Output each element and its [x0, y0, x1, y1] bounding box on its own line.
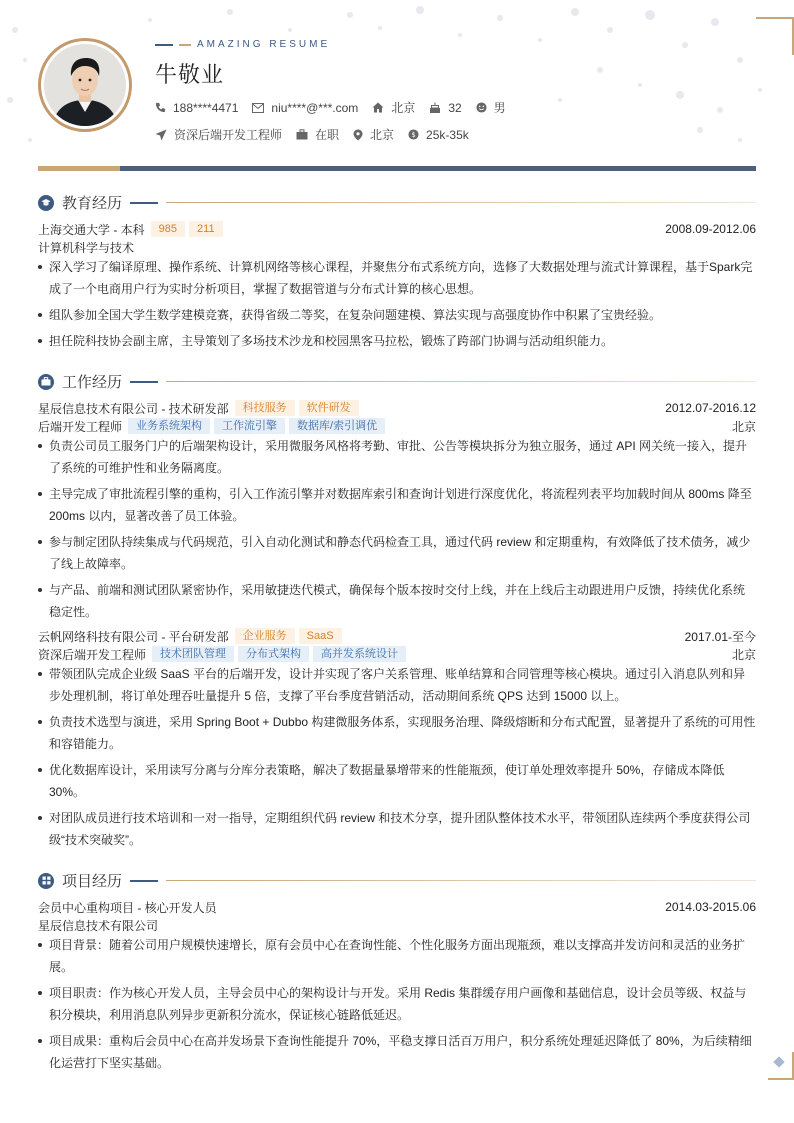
role-tag: 高并发系统设计: [313, 646, 406, 662]
smile-icon: [476, 102, 487, 113]
gender-text: 男: [493, 101, 506, 115]
company-tag: 科技服务: [235, 400, 295, 416]
job-bullet: 优化数据库设计，采用读写分离与分库分表策略，解决了数据量暴增带来的性能瓶颈，使订单处理效率提升 50%，存储成本降低 30%。: [38, 759, 756, 803]
corner-decoration-bottom: [768, 1052, 794, 1080]
work-title: 工作经历: [62, 374, 123, 391]
job-role: 后端开发工程师: [38, 419, 123, 434]
target-city-item: [353, 126, 394, 143]
contact-row: [155, 99, 520, 116]
target-city-text: 北京: [370, 128, 395, 142]
salary-item: [408, 128, 469, 142]
job-bullet: 与产品、前端和测试团队紧密协作，采用敏捷迭代模式，确保每个版本按时交付上线，并在上线后主动跟进用户反馈，持续优化系统稳定性。: [38, 579, 756, 623]
company-name: 云帆网络科技有限公司 - 平台研发部: [38, 629, 229, 644]
phone-text: 188****4471: [173, 100, 239, 115]
corner-decoration-top: [756, 17, 794, 55]
role-tag: 技术团队管理: [152, 646, 234, 662]
company-name: 星辰信息技术有限公司 - 技术研发部: [38, 401, 229, 416]
company-tag: 企业服务: [235, 628, 295, 644]
city-text: 北京: [391, 101, 416, 115]
send-icon: [155, 129, 167, 141]
job-location: 北京: [731, 647, 756, 662]
age-text: 32: [448, 100, 462, 115]
status-item: [296, 126, 339, 143]
svg-text:$: $: [411, 130, 416, 139]
job-bullet: 主导完成了审批流程引擎的重构，引入工作流引擎并对数据库索引和查询计划进行深度优化，将流程列表平均加载时间从 800ms 降至 200ms 以内，显著改善了员工体验。: [38, 483, 756, 527]
job-role-row: [38, 418, 756, 434]
cake-icon: [429, 102, 441, 114]
school-tag: 211: [189, 221, 223, 237]
tagline-text: AMAZING RESUME: [197, 39, 331, 50]
mail-icon: [252, 103, 264, 113]
city-item: [372, 99, 415, 116]
education-major: 计算机科学与技术: [38, 240, 135, 255]
email-text: niu****@***.com: [271, 100, 359, 115]
status-text: 在职: [315, 128, 340, 142]
project-section-header: [38, 870, 756, 891]
school-tag: 985: [151, 221, 185, 237]
grid-icon: [38, 873, 54, 889]
education-bullet: 组队参加全国大学生数学建模竞赛，获得省级二等奖，在复杂问题建模、算法实现与高强度协作中积累了宝贵经验。: [38, 304, 756, 326]
education-period: 2008.09-2012.06: [665, 222, 756, 236]
work-section-header: [38, 371, 756, 392]
job-company-row: [38, 400, 756, 416]
job-period: 2012.07-2016.12: [665, 401, 756, 415]
project-name: 会员中心重构项目 - 核心开发人员: [38, 900, 217, 915]
target-role-item: [155, 126, 282, 143]
job-bullet: 负责技术选型与演进，采用 Spring Boot + Dubbo 构建微服务体系，实现服务治理、降级熔断和分布式配置，显著提升了系统的可用性和容错能力。: [38, 711, 756, 755]
job-role: 资深后端开发工程师: [38, 647, 147, 662]
job-bullet: 带领团队完成企业级 SaaS 平台的后端开发，设计并实现了客户关系管理、账单结算和合同管理等核心模块。通过引入消息队列和异步处理机制，将订单处理吞吐量提升 5 倍，支撑了平台季度营销活动，活动期间系统 QPS 达到 15000 以上。: [38, 663, 756, 707]
job-location: 北京: [731, 419, 756, 434]
coin-icon: [408, 129, 419, 140]
project-company: 星辰信息技术有限公司: [38, 918, 159, 933]
project-bullet: 项目背景：随着公司用户规模快速增长，原有会员中心在查询性能、个性化服务方面出现瓶颈，难以支撑高并发访问和灵活的业务扩展。: [38, 934, 756, 978]
gender-item: [476, 99, 506, 116]
education-bullet: 担任院科技协会副主席，主导策划了多场技术沙龙和校园黑客马拉松，锻炼了跨部门协调与活动组织能力。: [38, 330, 756, 352]
project-company-row: [38, 917, 756, 933]
role-tag: 数据库/索引调优: [289, 418, 385, 434]
graduation-cap-icon: [38, 195, 54, 211]
company-tag: SaaS: [299, 628, 342, 644]
job-role-row: [38, 646, 756, 662]
salary-text: 25k-35k: [426, 127, 469, 142]
job-bullet: 负责公司员工服务门户的后端架构设计，采用微服务风格将考勤、审批、公告等模块拆分为独立服务，通过 API 网关统一接入，提升了系统的可维护性和业务隔离度。: [38, 435, 756, 479]
portrait-photo: [44, 44, 126, 126]
email-item: [252, 101, 358, 115]
role-tag: 工作流引擎: [214, 418, 285, 434]
home-icon: [372, 102, 384, 113]
project-name-row: [38, 899, 756, 915]
company-tag: 软件研发: [299, 400, 359, 416]
job-bullet: 对团队成员进行技术培训和一对一指导，定期组织代码 review 和技术分享，提升团队整体技术水平，带领团队连续两个季度获得公司级“技术突破奖”。: [38, 807, 756, 851]
resume-tagline: [155, 39, 330, 50]
phone-icon: [155, 102, 166, 113]
role-tag: 业务系统架构: [128, 418, 210, 434]
project-period: 2014.03-2015.06: [665, 900, 756, 914]
job-bullet: 参与制定团队持续集成与代码规范，引入自动化测试和静态代码检查工具，通过代码 review 和定期重构，有效降低了技术债务，减少了线上故障率。: [38, 531, 756, 575]
header-divider: [38, 166, 756, 171]
school-name: 上海交通大学 - 本科: [38, 222, 145, 237]
candidate-name: 牛敬业: [155, 62, 225, 87]
education-bullet: 深入学习了编译原理、操作系统、计算机网络等核心课程，并聚焦分布式系统方向，选修了大数据处理与流式计算课程，基于Spark完成了一个电商用户行为实时分析项目，掌握了数据管道与分布式计算的核心思想。: [38, 256, 756, 300]
education-school-row: [38, 221, 756, 237]
phone-item: [155, 101, 238, 115]
education-title: 教育经历: [62, 195, 123, 212]
age-item: [429, 101, 461, 115]
target-role-text: 资深后端开发工程师: [174, 128, 283, 142]
role-tag: 分布式架构: [238, 646, 309, 662]
project-bullet: 项目成果：重构后会员中心在高并发场景下查询性能提升 70%，平稳支撑日活百万用户，积分系统处理延迟降低了 80%，为后续精细化运营打下坚实基础。: [38, 1030, 756, 1074]
location-pin-icon: [353, 129, 363, 141]
avatar: [38, 38, 132, 132]
project-title: 项目经历: [62, 873, 123, 890]
education-major-row: [38, 239, 756, 255]
job-period: 2017.01-至今: [684, 629, 756, 644]
briefcase-icon: [38, 374, 54, 390]
job-company-row: [38, 628, 756, 644]
education-section-header: [38, 192, 756, 213]
briefcase-icon: [296, 129, 308, 140]
job-intent-row: [155, 126, 483, 143]
project-bullet: 项目职责：作为核心开发人员，主导会员中心的架构设计与开发。采用 Redis 集群缓存用户画像和基础信息，设计会员等级、权益与积分模块，利用消息队列异步更新积分流水，保证核心链路低延迟。: [38, 982, 756, 1026]
